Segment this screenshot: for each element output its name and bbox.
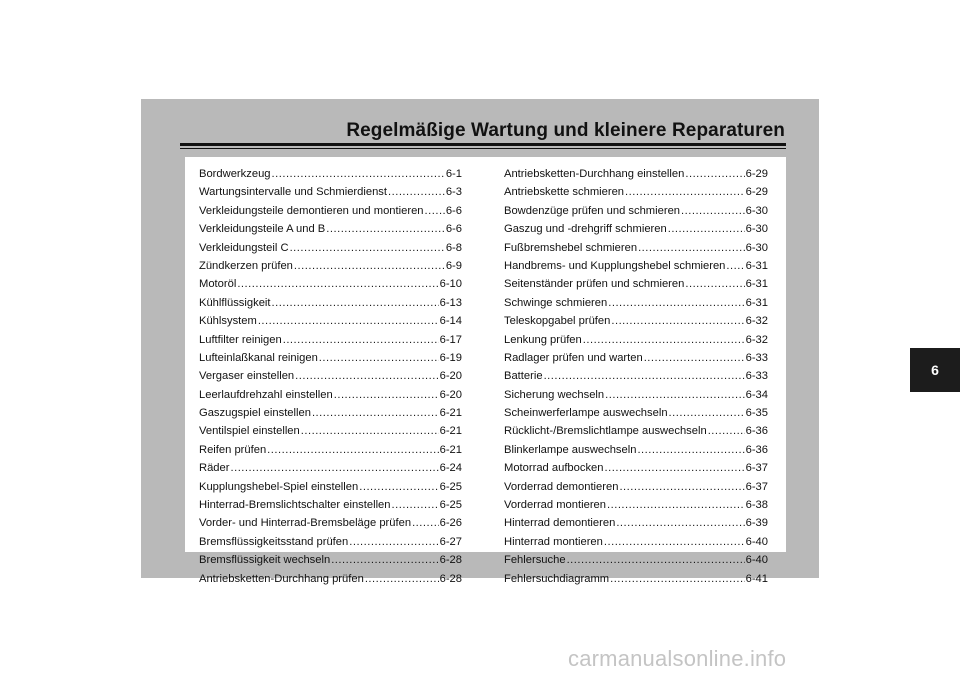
toc-dot-leader: [625, 186, 745, 198]
toc-entry-title: Seitenständer prüfen und schmieren: [504, 278, 685, 291]
toc-entry-title: Hinterrad montieren: [504, 535, 603, 548]
toc-dot-leader: [605, 389, 744, 401]
toc-entry-title: Wartungsintervalle und Schmierdienst: [199, 186, 387, 199]
toc-entry-page: 6-20: [439, 370, 462, 383]
toc-entry-title: Batterie: [504, 370, 543, 383]
toc-entry-page: 6-39: [745, 517, 768, 530]
toc-entry-title: Scheinwerferlampe auswechseln: [504, 407, 668, 420]
toc-entry-page: 6-25: [439, 499, 462, 512]
toc-entry[interactable]: [199, 205, 462, 223]
toc-entry-page: 6-34: [745, 388, 768, 401]
toc-entry-title: Ventilspiel einstellen: [199, 425, 300, 438]
toc-entry[interactable]: [199, 223, 462, 241]
toc-entry-page: 6-37: [745, 480, 768, 493]
toc-entry[interactable]: [504, 536, 768, 554]
toc-entry-page: 6-36: [745, 443, 768, 456]
toc-entry-title: Kühlflüssigkeit: [199, 296, 271, 309]
toc-entry-page: 6-40: [745, 535, 768, 548]
toc-entry-title: Kühlsystem: [199, 315, 257, 328]
toc-entry[interactable]: [504, 499, 768, 517]
toc-entry-page: 6-30: [745, 204, 768, 217]
toc-entry[interactable]: [199, 536, 462, 554]
toc-entry-title: Antriebsketten-Durchhang einstellen: [504, 168, 685, 180]
toc-dot-leader: [685, 168, 744, 180]
toc-entry-title: Hinterrad demontieren: [504, 517, 616, 530]
title-rule-thin: [180, 148, 786, 149]
toc-entry-page: 6-26: [439, 517, 462, 530]
toc-entry[interactable]: [504, 407, 768, 425]
toc-entry-title: Bremsflüssigkeit wechseln: [199, 554, 331, 567]
toc-dot-leader: [334, 389, 439, 401]
toc-dot-leader: [326, 223, 445, 235]
toc-dot-leader: [312, 407, 439, 419]
toc-dot-leader: [267, 444, 438, 456]
toc-dot-leader: [272, 297, 439, 309]
toc-dot-leader: [619, 481, 744, 493]
toc-entry-title: Handbrems- und Kupplungshebel schmieren: [504, 259, 726, 272]
toc-entry-title: Antriebskette schmieren: [504, 186, 625, 199]
toc-entry[interactable]: [199, 481, 462, 499]
toc-entry-page: 6-21: [439, 407, 462, 420]
toc-dot-leader: [425, 205, 445, 217]
toc-entry-page: 6-40: [745, 554, 768, 567]
toc-entry[interactable]: [199, 462, 462, 480]
toc-dot-leader: [668, 223, 745, 235]
toc-dot-leader: [681, 205, 745, 217]
toc-entry-title: Vergaser einstellen: [199, 370, 295, 383]
toc-dot-leader: [301, 425, 439, 437]
toc-entry-title: Leerlaufdrehzahl einstellen: [199, 388, 333, 401]
toc-entry[interactable]: [199, 168, 462, 186]
toc-entry-page: 6-35: [745, 407, 768, 420]
toc-entry[interactable]: [504, 186, 768, 204]
toc-entry-title: Antriebsketten-Durchhang prüfen: [199, 572, 364, 585]
toc-entry-page: 6-3: [445, 186, 462, 199]
toc-entry-page: 6-30: [745, 241, 768, 254]
toc-entry-page: 6-27: [439, 535, 462, 548]
toc-entry[interactable]: [504, 242, 768, 260]
toc-dot-leader: [258, 315, 439, 327]
watermark: carmanualsonline.info: [568, 646, 787, 671]
toc-entry-page: 6-41: [745, 572, 768, 585]
toc-dot-leader: [290, 242, 445, 254]
toc-entry[interactable]: [504, 205, 768, 223]
toc-entry-page: 6-21: [439, 425, 462, 438]
toc-entry[interactable]: [199, 260, 462, 278]
toc-entry-title: Bremsflüssigkeitsstand prüfen: [199, 535, 349, 548]
page-title: Regelmäßige Wartung und kleinere Reparaturen: [346, 120, 785, 141]
toc-entry[interactable]: [504, 554, 768, 572]
toc-dot-leader: [294, 260, 445, 272]
toc-dot-leader: [583, 334, 745, 346]
chapter-tab[interactable]: 6: [910, 348, 960, 392]
toc-entry-page: 6-30: [745, 223, 768, 236]
toc-entry-title: Gaszug und -drehgriff schmieren: [504, 223, 667, 236]
toc-dot-leader: [605, 462, 745, 474]
toc-entry[interactable]: [199, 444, 462, 462]
toc-entry-title: Luftfilter reinigen: [199, 333, 282, 346]
toc-entry-page: 6-28: [439, 554, 462, 567]
toc-entry-title: Fehlersuche: [504, 554, 566, 567]
toc-entry-title: Hinterrad-Bremslichtschalter einstellen: [199, 499, 391, 512]
toc-entry-page: 6-17: [439, 333, 462, 346]
toc-entry-title: Fußbremshebel schmieren: [504, 241, 638, 254]
toc-entry-page: 6-19: [439, 351, 462, 364]
toc-entry[interactable]: [199, 573, 462, 591]
toc-entry[interactable]: [199, 278, 462, 296]
toc-entry[interactable]: [504, 352, 768, 370]
toc-dot-leader: [331, 554, 438, 566]
toc-entry-page: 6-1: [445, 168, 462, 180]
toc-column-left: [199, 168, 462, 591]
toc-entry[interactable]: [199, 242, 462, 260]
toc-dot-leader: [365, 573, 439, 585]
toc-entry[interactable]: [504, 517, 768, 535]
toc-dot-leader: [230, 462, 438, 474]
toc-entry-title: Verkleidungsteile A und B: [199, 223, 326, 236]
toc-dot-leader: [283, 334, 439, 346]
toc-dot-leader: [237, 278, 438, 290]
toc-entry-page: 6-8: [445, 241, 462, 254]
toc-entry-title: Bowdenzüge prüfen und schmieren: [504, 204, 681, 217]
toc-dot-leader: [708, 425, 745, 437]
toc-entry[interactable]: [504, 260, 768, 278]
toc-entry-title: Vorder- und Hinterrad-Bremsbeläge prüfen: [199, 517, 412, 530]
toc-entry[interactable]: [504, 573, 768, 591]
toc-dot-leader: [638, 242, 745, 254]
toc-dot-leader: [295, 370, 438, 382]
toc-entry-page: 6-36: [745, 425, 768, 438]
title-rule-thick: [180, 143, 786, 146]
toc-entry[interactable]: [199, 517, 462, 535]
toc-entry-page: 6-32: [745, 333, 768, 346]
toc-entry-page: 6-33: [745, 351, 768, 364]
toc-entry[interactable]: [504, 297, 768, 315]
toc-entry[interactable]: [199, 370, 462, 388]
toc-entry-page: 6-6: [445, 223, 462, 236]
toc-entry[interactable]: [199, 425, 462, 443]
toc-entry[interactable]: [504, 278, 768, 296]
toc-entry-page: 6-25: [439, 480, 462, 493]
toc-entry-page: 6-10: [439, 278, 462, 291]
toc-entry-title: Radlager prüfen und warten: [504, 351, 643, 364]
toc-dot-leader: [388, 186, 445, 198]
toc-entry-page: 6-24: [439, 462, 462, 475]
toc-entry[interactable]: [199, 352, 462, 370]
toc-entry-title: Motorrad aufbocken: [504, 462, 604, 475]
toc-entry-page: 6-31: [745, 296, 768, 309]
toc-dot-leader: [611, 315, 744, 327]
toc-entry-title: Vorderrad montieren: [504, 499, 606, 512]
toc-dot-leader: [544, 370, 745, 382]
toc-dot-leader: [604, 536, 745, 548]
toc-entry[interactable]: [504, 315, 768, 333]
toc-entry-title: Schwinge schmieren: [504, 296, 608, 309]
toc-entry-page: 6-37: [745, 462, 768, 475]
toc-entry-title: Verkleidungsteile demontieren und montieren: [199, 204, 424, 217]
toc-entry-page: 6-29: [745, 168, 768, 180]
toc-entry-title: Fehlersuchdiagramm: [504, 572, 610, 585]
toc-entry[interactable]: [199, 334, 462, 352]
toc-entry[interactable]: [199, 297, 462, 315]
toc-dot-leader: [608, 297, 744, 309]
toc-entry-page: 6-13: [439, 296, 462, 309]
toc-entry-title: Zündkerzen prüfen: [199, 259, 293, 272]
toc-entry-title: Verkleidungsteil C: [199, 241, 289, 254]
toc-entry-title: Vorderrad demontieren: [504, 480, 619, 493]
toc-entry-page: 6-38: [745, 499, 768, 512]
toc-entry-page: 6-20: [439, 388, 462, 401]
toc-entry[interactable]: [199, 186, 462, 204]
toc-entry-title: Motoröl: [199, 278, 237, 291]
toc-panel: [185, 157, 786, 585]
toc-dot-leader: [669, 407, 745, 419]
toc-dot-leader: [685, 278, 744, 290]
toc-dot-leader: [319, 352, 439, 364]
toc-entry[interactable]: [504, 425, 768, 443]
toc-entry[interactable]: [199, 407, 462, 425]
toc-entry-title: Teleskopgabel prüfen: [504, 315, 611, 328]
toc-column-right: [504, 168, 768, 591]
toc-dot-leader: [607, 499, 745, 511]
toc-dot-leader: [272, 168, 445, 180]
toc-entry-title: Sicherung wechseln: [504, 388, 605, 401]
toc-entry[interactable]: [504, 462, 768, 480]
toc-entry-page: 6-21: [439, 443, 462, 456]
toc-entry[interactable]: [504, 223, 768, 241]
toc-dot-leader: [616, 517, 744, 529]
toc-entry-title: Lufteinlaßkanal reinigen: [199, 351, 318, 364]
toc-entry[interactable]: [504, 481, 768, 499]
toc-entry-title: Bordwerkzeug: [199, 168, 271, 180]
toc-entry-page: 6-14: [439, 315, 462, 328]
toc-dot-leader: [637, 444, 744, 456]
toc-entry-page: 6-29: [745, 186, 768, 199]
toc-dot-leader: [726, 260, 744, 272]
toc-entry[interactable]: [199, 315, 462, 333]
toc-entry-title: Rücklicht-/Bremslichtlampe auswechseln: [504, 425, 707, 438]
toc-dot-leader: [610, 573, 745, 585]
toc-dot-leader: [349, 536, 438, 548]
toc-entry-title: Reifen prüfen: [199, 443, 267, 456]
toc-entry[interactable]: [199, 554, 462, 572]
toc-dot-leader: [567, 554, 745, 566]
toc-dot-leader: [412, 517, 439, 529]
toc-entry-page: 6-32: [745, 315, 768, 328]
toc-entry[interactable]: [199, 499, 462, 517]
toc-entry-title: Blinkerlampe auswechseln: [504, 443, 637, 456]
toc-entry[interactable]: [504, 168, 768, 186]
toc-entry[interactable]: [504, 370, 768, 388]
toc-entry-title: Gaszugspiel einstellen: [199, 407, 311, 420]
toc-entry-title: Räder: [199, 462, 230, 475]
toc-entry-page: 6-31: [745, 278, 768, 291]
toc-dot-leader: [644, 352, 745, 364]
toc-entry-title: Kupplungshebel-Spiel einstellen: [199, 480, 359, 493]
toc-entry-page: 6-31: [745, 259, 768, 272]
toc-entry-page: 6-9: [445, 259, 462, 272]
toc-dot-leader: [392, 499, 439, 511]
toc-entry-page: 6-33: [745, 370, 768, 383]
toc-entry[interactable]: [504, 334, 768, 352]
toc-entry[interactable]: [504, 444, 768, 462]
toc-entry[interactable]: [504, 389, 768, 407]
toc-entry-page: 6-6: [445, 204, 462, 217]
toc-entry[interactable]: [199, 389, 462, 407]
toc-entry-title: Lenkung prüfen: [504, 333, 582, 346]
toc-entry-page: 6-28: [439, 572, 462, 585]
toc-dot-leader: [359, 481, 438, 493]
